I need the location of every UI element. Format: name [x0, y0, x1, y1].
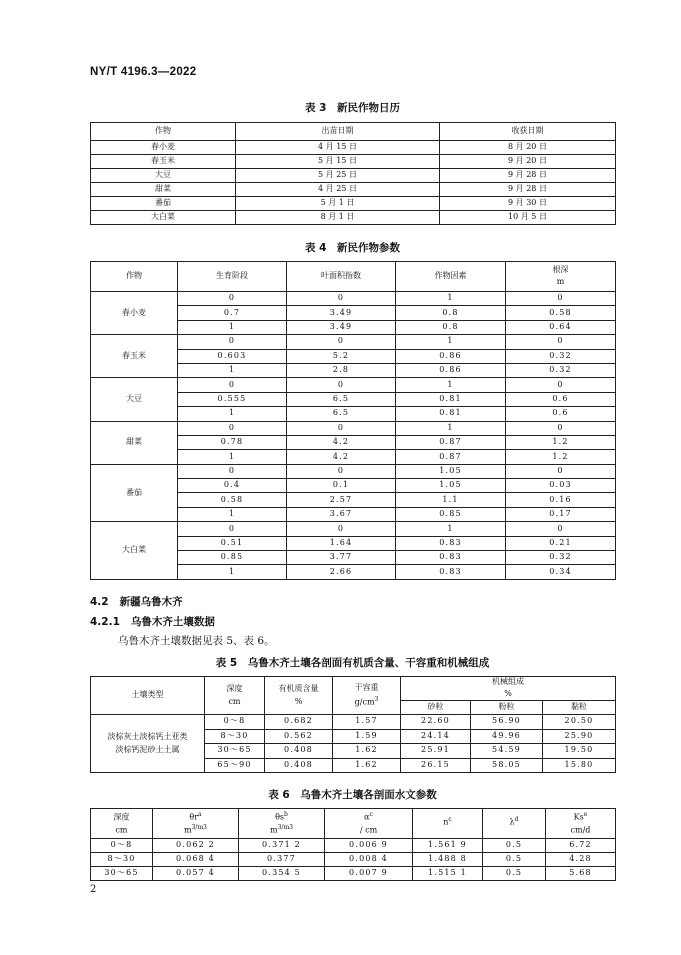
table-cell: 58.05 — [471, 758, 543, 773]
table4-header-root-depth — [506, 262, 616, 292]
table-cell: 0.6 — [506, 392, 616, 406]
table-cell: 5 月 15 日 — [236, 155, 440, 169]
table5-header-clay: 黏粒 — [543, 701, 616, 715]
table6-hydraulic-parameters — [90, 808, 616, 881]
table-cell: 1.05 — [396, 479, 506, 493]
section-number: 4.2.1 — [90, 616, 120, 628]
table5-header-bulk-density — [333, 677, 401, 715]
table-cell: 2.8 — [287, 363, 396, 377]
table5-caption: 表 5 乌鲁木齐土壤各剖面有机质含量、干容重和机械组成 — [215, 657, 490, 669]
table5-soil-composition — [90, 676, 616, 773]
header-symbol-sup: c — [369, 810, 373, 818]
table-cell: 0.1 — [287, 479, 396, 493]
header-unit — [239, 825, 324, 835]
table-cell: 0.78 — [178, 435, 287, 449]
table-cell: 0.58 — [178, 493, 287, 507]
organic-unit: % — [294, 696, 303, 706]
table-row — [91, 867, 616, 881]
table-row — [91, 292, 616, 306]
soil-type-line: 淡棕灰土淡棕钙土亚类 — [107, 731, 188, 741]
table-cell: 0.64 — [506, 320, 616, 334]
table-cell: 1.57 — [333, 715, 401, 730]
crop-name-cell: 大白菜 — [91, 522, 178, 580]
table-cell: 5.68 — [546, 867, 616, 881]
header-symbol-main: Ks — [573, 812, 584, 822]
mechanical-unit: % — [504, 689, 512, 698]
header-symbol — [91, 812, 152, 822]
table-cell: 19.50 — [543, 744, 616, 759]
table4-header-crop: 作物 — [91, 262, 178, 292]
table-cell: 1.2 — [506, 435, 616, 449]
table-cell: 24.14 — [401, 729, 471, 744]
table-cell: 春小麦 — [91, 141, 236, 155]
soil-type-cell — [91, 715, 205, 773]
table-cell: 大豆 — [91, 169, 236, 183]
table-cell: 4.28 — [546, 853, 616, 867]
table-cell: 6.5 — [287, 392, 396, 406]
crop-name-cell: 番茄 — [91, 464, 178, 522]
table-row — [91, 335, 616, 349]
table-cell: 大白菜 — [91, 211, 236, 225]
table-cell: 0.58 — [506, 306, 616, 320]
table-cell: 0.408 — [265, 744, 333, 759]
table-cell: 22.60 — [401, 715, 471, 730]
table-cell: 8 月 20 日 — [440, 141, 616, 155]
table-cell: 8～30 — [91, 853, 153, 867]
table-cell: 0.87 — [396, 435, 506, 449]
table-row — [91, 378, 616, 392]
table6-caption: 表 6 乌鲁木齐土壤各剖面水文参数 — [268, 789, 437, 801]
table-cell: 5 月 25 日 — [236, 169, 440, 183]
table-cell: 0.603 — [178, 349, 287, 363]
table6-header-cell — [483, 809, 546, 839]
table-cell: 54.59 — [471, 744, 543, 759]
table-cell: 0.8 — [396, 306, 506, 320]
table-cell: 4 月 25 日 — [236, 183, 440, 197]
table-cell: 25.91 — [401, 744, 471, 759]
table-cell: 0.21 — [506, 536, 616, 550]
crop-name-cell: 大豆 — [91, 378, 178, 421]
table-cell: 0.85 — [178, 551, 287, 565]
table-cell: 0.03 — [506, 479, 616, 493]
table-cell: 56.90 — [471, 715, 543, 730]
table-cell: 0 — [178, 378, 287, 392]
table-cell: 9 月 28 日 — [440, 169, 616, 183]
table-cell: 0 — [506, 421, 616, 435]
table-cell: 1.59 — [333, 729, 401, 744]
table-cell: 30～65 — [205, 744, 265, 759]
table-cell: 0.32 — [506, 551, 616, 565]
header-symbol — [239, 812, 324, 822]
table-row — [91, 197, 616, 211]
header-symbol-sup: e — [583, 810, 588, 818]
table-cell: 10 月 5 日 — [440, 211, 616, 225]
table-cell: 0 — [287, 522, 396, 536]
table-cell: 0.83 — [396, 536, 506, 550]
header-symbol-sup: a — [198, 810, 202, 818]
table-cell: 1.2 — [506, 450, 616, 464]
table-cell: 0.51 — [178, 536, 287, 550]
header-symbol — [413, 817, 482, 827]
header-symbol-sup: b — [284, 810, 288, 818]
table-cell: 0 — [178, 421, 287, 435]
table-cell: 1.515 1 — [413, 867, 483, 881]
bulk-label: 干容重 — [354, 682, 379, 692]
table-cell: 0.7 — [178, 306, 287, 320]
table-cell: 5.2 — [287, 349, 396, 363]
table6-header-cell — [413, 809, 483, 839]
header-unit — [91, 825, 152, 835]
header-unit-main: m — [270, 825, 278, 835]
table6-header-cell — [91, 809, 153, 839]
header-symbol-main: θs — [275, 812, 285, 822]
table-cell: 0 — [506, 378, 616, 392]
table-cell: 1.05 — [396, 464, 506, 478]
header-unit — [325, 825, 412, 835]
table-row — [91, 853, 616, 867]
header-unit-main: cm — [115, 825, 128, 835]
table-cell: 1 — [178, 363, 287, 377]
table-cell: 1 — [178, 450, 287, 464]
header-unit-main: m — [184, 825, 192, 835]
table-cell: 1 — [178, 565, 287, 579]
table-cell: 1 — [396, 421, 506, 435]
table6-header-cell — [239, 809, 325, 839]
table-cell: 0.057 4 — [153, 867, 239, 881]
table-cell: 0～8 — [91, 839, 153, 853]
table-cell: 0.562 — [265, 729, 333, 744]
table-cell: 0.16 — [506, 493, 616, 507]
table-cell: 1.62 — [333, 758, 401, 773]
table-cell: 0.377 — [239, 853, 325, 867]
table-cell: 1.488 8 — [413, 853, 483, 867]
section-4-2-heading — [90, 594, 183, 609]
header-symbol-main: α — [364, 812, 370, 822]
table-cell: 甜菜 — [91, 183, 236, 197]
table-cell: 1.64 — [287, 536, 396, 550]
table3-header-crop: 作物 — [91, 123, 236, 141]
table-cell: 20.50 — [543, 715, 616, 730]
table-cell: 0 — [506, 292, 616, 306]
table-cell: 0 — [287, 292, 396, 306]
table-cell: 0～8 — [205, 715, 265, 730]
table5-header-mechanical — [401, 677, 616, 701]
table-cell: 8 月 1 日 — [236, 211, 440, 225]
table3-crop-calendar — [90, 122, 616, 225]
table-cell: 0 — [287, 335, 396, 349]
table-cell: 1.1 — [396, 493, 506, 507]
table-cell: 0.068 4 — [153, 853, 239, 867]
bulk-unit: $g/cm^3$ — [354, 695, 379, 707]
table-cell: 0.17 — [506, 507, 616, 521]
table5-header-soil-type: 土壤类型 — [91, 677, 205, 715]
table-cell: 1.561 9 — [413, 839, 483, 853]
table-row — [91, 839, 616, 853]
header-symbol-main: θr — [189, 812, 199, 822]
table-cell: 0 — [287, 464, 396, 478]
table-cell: 1 — [178, 320, 287, 334]
table3-caption: 表 3 新民作物日历 — [305, 102, 400, 114]
table-cell: 0 — [287, 378, 396, 392]
table-cell: 65～90 — [205, 758, 265, 773]
table-cell: 0.408 — [265, 758, 333, 773]
organic-label: 有机质含量 — [278, 683, 319, 693]
header-unit-sup: 3/m3 — [191, 824, 207, 831]
table-cell: 4.2 — [287, 450, 396, 464]
header-symbol — [546, 812, 615, 822]
crop-name-cell: 甜菜 — [91, 421, 178, 464]
table-cell: 0 — [287, 421, 396, 435]
header-symbol — [153, 812, 238, 822]
table-cell: 0 — [506, 522, 616, 536]
table-cell: 1.62 — [333, 744, 401, 759]
table-cell: 15.80 — [543, 758, 616, 773]
table-cell: 9 月 28 日 — [440, 183, 616, 197]
table-cell: 1 — [396, 335, 506, 349]
table-row — [91, 522, 616, 536]
table-cell: 0.32 — [506, 363, 616, 377]
table-cell: 0.5 — [483, 839, 546, 853]
header-unit — [153, 825, 238, 835]
table-cell: 3.49 — [287, 320, 396, 334]
section-number: 4.2 — [90, 596, 109, 608]
table-cell: 2.66 — [287, 565, 396, 579]
table-cell: 0.062 2 — [153, 839, 239, 853]
table-cell: 0.34 — [506, 565, 616, 579]
table-row — [91, 141, 616, 155]
header-unit-main: / cm — [359, 825, 378, 835]
table-row — [91, 715, 616, 730]
table-row — [91, 211, 616, 225]
table-cell: 0 — [506, 464, 616, 478]
table4-caption: 表 4 新民作物参数 — [305, 242, 400, 254]
page-number: 2 — [90, 884, 97, 895]
table-cell: 0.81 — [396, 392, 506, 406]
table-cell: 0.86 — [396, 363, 506, 377]
depth-unit: cm — [228, 696, 241, 706]
table3-header-harvest: 收获日期 — [440, 123, 616, 141]
crop-name-cell: 春小麦 — [91, 292, 178, 335]
table-cell: 0.6 — [506, 407, 616, 421]
table-row — [91, 421, 616, 435]
root-depth-unit: m — [556, 277, 565, 286]
crop-name-cell: 春玉米 — [91, 335, 178, 378]
header-symbol — [325, 812, 412, 822]
table-cell: 番茄 — [91, 197, 236, 211]
body-paragraph: 乌鲁木齐土壤数据见表 5、表 6。 — [118, 635, 275, 647]
table-cell: 1 — [396, 378, 506, 392]
table5-header-depth — [205, 677, 265, 715]
table-cell: 0.32 — [506, 349, 616, 363]
mechanical-label: 机械组成 — [492, 677, 524, 687]
table-row — [91, 155, 616, 169]
table-cell: 0.008 4 — [325, 853, 413, 867]
table-cell: 30～65 — [91, 867, 153, 881]
section-title: 新疆乌鲁木齐 — [119, 596, 183, 608]
header-unit-main: cm/d — [570, 825, 591, 835]
table-cell: 0.85 — [396, 507, 506, 521]
table-cell: 0.5 — [483, 867, 546, 881]
table-row — [91, 464, 616, 478]
table-cell: 0.682 — [265, 715, 333, 730]
table-cell: 8～30 — [205, 729, 265, 744]
header-symbol-sup: c — [448, 815, 452, 823]
table-cell: 3.77 — [287, 551, 396, 565]
table-cell: 9 月 30 日 — [440, 197, 616, 211]
root-depth-label: 根深 — [552, 265, 569, 275]
table-cell: 4 月 15 日 — [236, 141, 440, 155]
table-cell: 0.83 — [396, 551, 506, 565]
header-symbol-main: λ — [509, 817, 515, 827]
table-cell: 0.371 2 — [239, 839, 325, 853]
table-cell: 1 — [178, 507, 287, 521]
section-title: 乌鲁木齐土壤数据 — [130, 616, 215, 628]
table-cell: 0.006 9 — [325, 839, 413, 853]
header-unit — [546, 825, 615, 835]
table5-header-organic — [265, 677, 333, 715]
standard-code-header: NY/T 4196.3—2022 — [90, 66, 197, 78]
table-cell: 9 月 20 日 — [440, 155, 616, 169]
table6-header-cell — [546, 809, 616, 839]
table-cell: 2.57 — [287, 493, 396, 507]
section-4-2-1-heading — [90, 614, 215, 629]
table-cell: 0.555 — [178, 392, 287, 406]
table-cell: 6.5 — [287, 407, 396, 421]
table-cell: 3.67 — [287, 507, 396, 521]
table-row — [91, 183, 616, 197]
header-symbol — [483, 817, 545, 827]
table-cell: 49.96 — [471, 729, 543, 744]
table-cell: 0 — [178, 292, 287, 306]
table3-header-emergence: 出苗日期 — [236, 123, 440, 141]
table5-header-silt: 粉粒 — [471, 701, 543, 715]
table-cell: 0 — [506, 335, 616, 349]
table-row — [91, 169, 616, 183]
table-cell: 0.4 — [178, 479, 287, 493]
table-cell: 0 — [178, 464, 287, 478]
table-cell: 5 月 1 日 — [236, 197, 440, 211]
table-cell: 1 — [396, 522, 506, 536]
table-cell: 3.49 — [287, 306, 396, 320]
header-unit-sup: 3/m3 — [277, 824, 293, 831]
table-cell: 0 — [178, 335, 287, 349]
table-cell: 0.83 — [396, 565, 506, 579]
soil-type-line: 淡棕钙泥砂土土属 — [115, 744, 180, 754]
table-cell: 0.8 — [396, 320, 506, 334]
table-cell: 0.87 — [396, 450, 506, 464]
table4-crop-parameters — [90, 261, 616, 580]
table-cell: 1 — [396, 292, 506, 306]
table-cell: 6.72 — [546, 839, 616, 853]
table-cell: 0.81 — [396, 407, 506, 421]
table5-header-sand: 砂粒 — [401, 701, 471, 715]
table4-header-growth-stage: 生育阶段 — [178, 262, 287, 292]
header-symbol-main: 深度 — [113, 812, 130, 822]
table4-header-crop-factor: 作物因素 — [396, 262, 506, 292]
header-symbol-sup: d — [514, 815, 519, 823]
table-cell: 25.90 — [543, 729, 616, 744]
table6-header-cell — [153, 809, 239, 839]
table-cell: 0 — [178, 522, 287, 536]
table-cell: 0.5 — [483, 853, 546, 867]
table-cell: 0.354 5 — [239, 867, 325, 881]
depth-label: 深度 — [226, 683, 243, 693]
table4-header-lai: 叶面积指数 — [287, 262, 396, 292]
table-cell: 0.007 9 — [325, 867, 413, 881]
table-cell: 1 — [178, 407, 287, 421]
table-cell: 0.86 — [396, 349, 506, 363]
table-cell: 4.2 — [287, 435, 396, 449]
table-cell: 26.15 — [401, 758, 471, 773]
table-cell: 春玉米 — [91, 155, 236, 169]
table6-header-cell — [325, 809, 413, 839]
header-symbol-main: n — [443, 817, 449, 827]
